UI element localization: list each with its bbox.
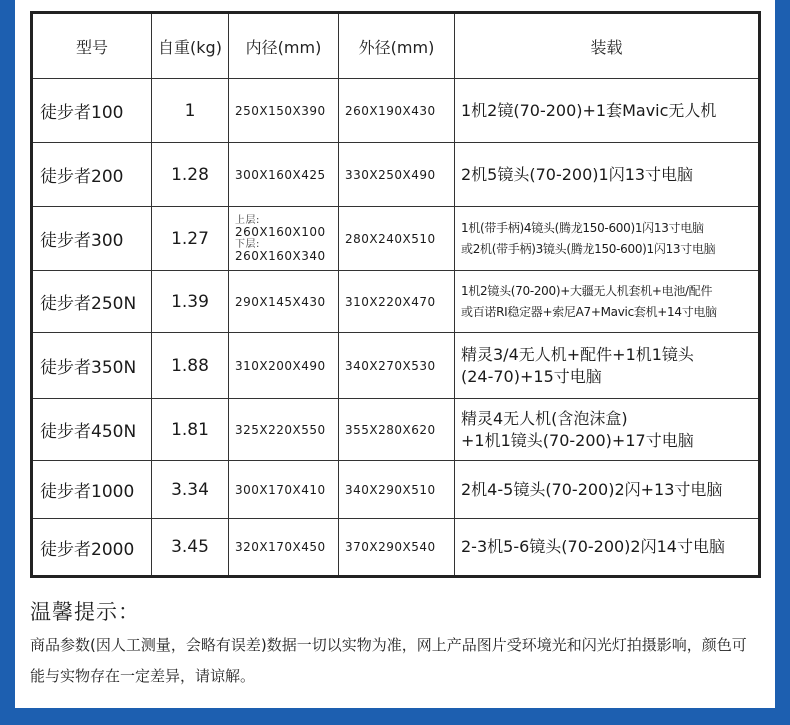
content-panel	[15, 0, 775, 708]
tips-body: 商品参数(因人工测量，会略有误差)数据一切以实物为准，网上产品图片受环境光和闪光灯拍摄影响，颜色可能与实物存在一定差异，请谅解。	[30, 636, 747, 685]
load-cell: 2机4-5镜头(70-200)2闪+13寸电脑	[455, 461, 760, 519]
inner-upper-value: 260X160X100	[235, 224, 326, 239]
table-row	[32, 79, 760, 143]
model-cell: 徒步者100	[32, 79, 152, 143]
inner-cell: 300X160X425	[229, 143, 339, 207]
header-load: 装载	[455, 13, 760, 79]
table-row	[32, 207, 760, 271]
weight-cell: 1.81	[152, 399, 229, 461]
inner-cell: 320X170X450	[229, 519, 339, 577]
weight-cell: 1.39	[152, 271, 229, 333]
weight-cell: 1.88	[152, 333, 229, 399]
load-cell	[455, 333, 760, 399]
header-outer: 外径(mm)	[339, 13, 455, 79]
inner-cell: 310X200X490	[229, 333, 339, 399]
outer-cell: 280X240X510	[339, 207, 455, 271]
load-cell	[455, 271, 760, 333]
model-cell: 徒步者200	[32, 143, 152, 207]
inner-cell: 250X150X390	[229, 79, 339, 143]
outer-cell: 330X250X490	[339, 143, 455, 207]
load-cell: 1机2镜(70-200)+1套Mavic无人机	[455, 79, 760, 143]
model-cell: 徒步者2000	[32, 519, 152, 577]
load-cell	[455, 399, 760, 461]
model-cell: 徒步者450N	[32, 399, 152, 461]
weight-cell: 3.45	[152, 519, 229, 577]
outer-cell: 370X290X540	[339, 519, 455, 577]
inner-cell	[229, 207, 339, 271]
table-row	[32, 333, 760, 399]
model-cell: 徒步者300	[32, 207, 152, 271]
table-row	[32, 519, 760, 577]
header-inner: 内径(mm)	[229, 13, 339, 79]
load-line: 1机2镜头(70-200)+大疆无人机套机+电池/配件	[461, 283, 713, 298]
inner-cell: 325X220X550	[229, 399, 339, 461]
load-line: 1机(带手柄)4镜头(腾龙150-600)1闪13寸电脑	[461, 220, 704, 235]
load-line: 精灵4无人机(含泡沫盒)	[461, 408, 628, 428]
header-weight: 自重(kg)	[152, 13, 229, 79]
table-row	[32, 271, 760, 333]
model-cell: 徒步者1000	[32, 461, 152, 519]
load-cell: 2-3机5-6镜头(70-200)2闪14寸电脑	[455, 519, 760, 577]
load-line: (24-70)+15寸电脑	[461, 366, 602, 386]
outer-cell: 260X190X430	[339, 79, 455, 143]
weight-cell: 1.28	[152, 143, 229, 207]
weight-cell: 3.34	[152, 461, 229, 519]
outer-cell: 310X220X470	[339, 271, 455, 333]
header-model: 型号	[32, 13, 152, 79]
table-row	[32, 143, 760, 207]
inner-upper-label: 上层:	[235, 214, 260, 226]
load-line: +1机1镜头(70-200)+17寸电脑	[461, 430, 694, 450]
outer-cell: 340X270X530	[339, 333, 455, 399]
load-line: 或2机(带手柄)3镜头(腾龙150-600)1闪13寸电脑	[461, 241, 716, 256]
table-row	[32, 461, 760, 519]
inner-cell: 300X170X410	[229, 461, 339, 519]
outer-cell: 355X280X620	[339, 399, 455, 461]
table-header-row	[32, 13, 760, 79]
load-cell	[455, 207, 760, 271]
inner-cell: 290X145X430	[229, 271, 339, 333]
load-cell: 2机5镜头(70-200)1闪13寸电脑	[455, 143, 760, 207]
weight-cell: 1.27	[152, 207, 229, 271]
weight-cell: 1	[152, 79, 229, 143]
table-row	[32, 399, 760, 461]
spec-table	[30, 11, 761, 578]
inner-lower-value: 260X160X340	[235, 248, 326, 263]
load-line: 精灵3/4无人机+配件+1机1镜头	[461, 344, 694, 364]
model-cell: 徒步者250N	[32, 271, 152, 333]
tips-title: 温馨提示：	[30, 600, 140, 624]
model-cell: 徒步者350N	[32, 333, 152, 399]
outer-cell: 340X290X510	[339, 461, 455, 519]
load-line: 或百诺RI稳定器+索尼A7+Mavic套机+14寸电脑	[461, 304, 717, 319]
inner-lower-label: 下层:	[235, 238, 260, 250]
